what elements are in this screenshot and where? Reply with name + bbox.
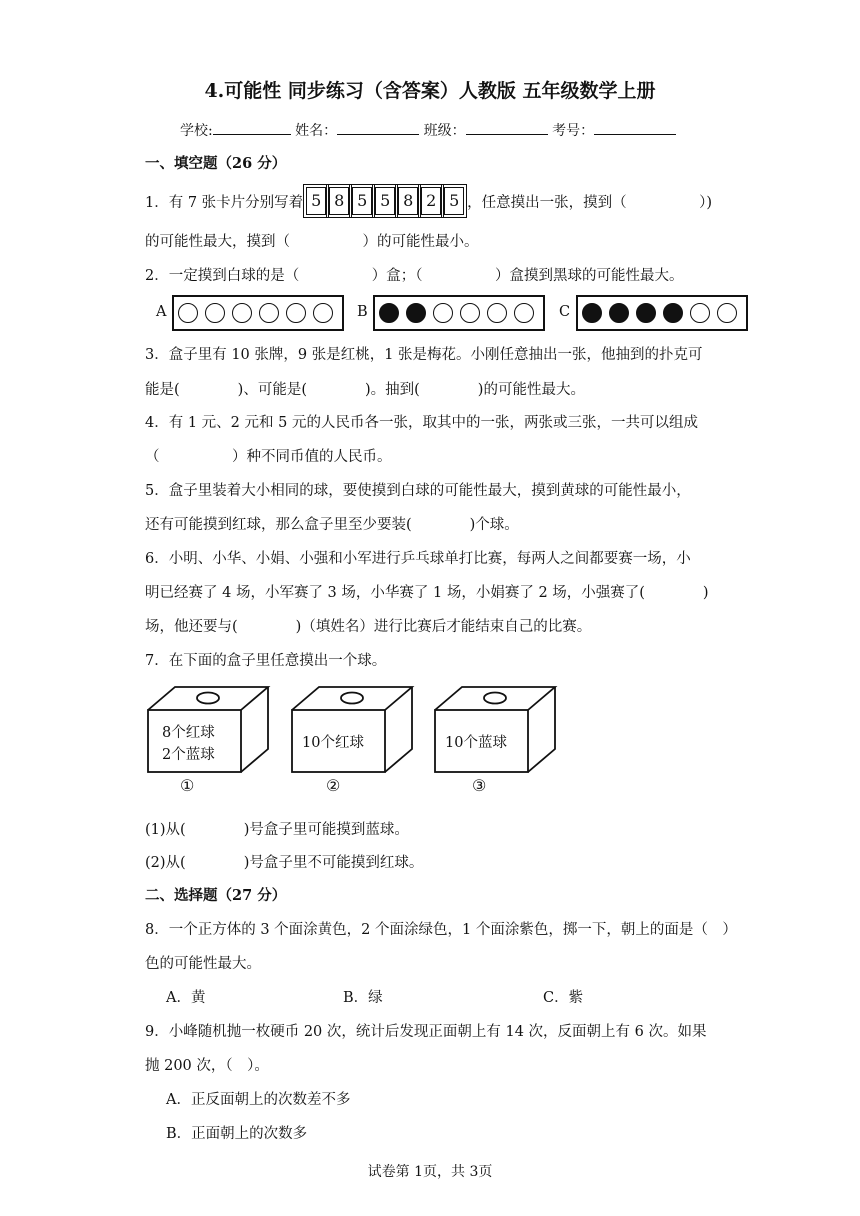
white-ball	[205, 303, 225, 323]
question-4-line2: （ ）种不同币值的人民币。	[145, 449, 392, 465]
question-3-line2: 能是( )、可能是( )。抽到( )的可能性最大。	[145, 382, 585, 398]
exam-no-label: 考号：	[552, 123, 595, 139]
question-9-line2: 抛 200 次，（ ）。	[145, 1058, 269, 1074]
card: 5	[375, 187, 395, 215]
question-8-line1: 8．一个正方体的 3 个面涂黄色，2 个面涂绿色，1 个面涂紫色，掷一下，朝上的面是（ ）	[145, 922, 737, 938]
q8-option-c[interactable]: C．紫	[543, 990, 584, 1006]
white-ball	[514, 303, 534, 323]
question-9-line1: 9．小峰随机抛一枚硬币 20 次，统计后发现正面朝上有 14 次，反面朝上有 6 次。如果	[145, 1024, 707, 1040]
card: 8	[398, 187, 418, 215]
box-2-label: 10个红球	[302, 735, 364, 751]
box-3-number: ③	[472, 776, 487, 795]
q9-option-b[interactable]: B．正面朝上的次数多	[166, 1126, 308, 1142]
white-ball	[232, 303, 252, 323]
black-ball	[636, 303, 656, 323]
question-1-line1	[145, 187, 712, 215]
ball-box-b	[373, 295, 545, 331]
box-b-label: B	[357, 304, 368, 320]
question-6-line3: 场，他还要与( )（填姓名）进行比赛后才能结束自己的比赛。	[145, 619, 592, 635]
card: 5	[352, 187, 372, 215]
question-8-line2: 色的可能性最大。	[145, 956, 261, 972]
question-7: 7．在下面的盒子里任意摸出一个球。	[145, 653, 387, 669]
white-ball	[313, 303, 333, 323]
card: 5	[444, 187, 464, 215]
page-title: 4.可能性 同步练习（含答案）人教版 五年级数学上册	[204, 80, 656, 102]
question-2: 2．一定摸到白球的是（ ）盒；（ ）盒摸到黑球的可能性最大。	[145, 268, 684, 284]
box-1-line1: 8个红球	[162, 725, 215, 741]
question-5-line2: 还有可能摸到红球，那么盒子里至少要装( )个球。	[145, 517, 519, 533]
question-7-sub2: (2)从( )号盒子里不可能摸到红球。	[145, 855, 424, 871]
black-ball	[379, 303, 399, 323]
q9-option-a[interactable]: A．正反面朝上的次数差不多	[166, 1092, 351, 1108]
name-label: 姓名：	[295, 123, 338, 139]
white-ball	[178, 303, 198, 323]
q8-option-a[interactable]: A．黄	[166, 990, 206, 1006]
question-7-sub1: (1)从( )号盒子里可能摸到蓝球。	[145, 822, 409, 838]
card: 8	[329, 187, 349, 215]
page-footer: 试卷第 1页，共 3页	[367, 1164, 493, 1180]
question-5-line1: 5．盒子里装着大小相同的球，要使摸到白球的可能性最大，摸到黄球的可能性最小，	[145, 483, 691, 499]
question-4-line1: 4．有 1 元、2 元和 5 元的人民币各一张，取其中的一张，两张或三张，一共可以组成	[145, 415, 698, 431]
white-ball	[433, 303, 453, 323]
white-ball	[460, 303, 480, 323]
q1-prefix: 1．有 7 张卡片分别写着	[145, 194, 304, 211]
black-ball	[663, 303, 683, 323]
white-ball	[259, 303, 279, 323]
question-3-line1: 3．盒子里有 10 张牌，9 张是红桃，1 张是梅花。小刚任意抽出一张，他抽到的扑克可	[145, 347, 703, 363]
cube-box-3	[435, 687, 555, 772]
q1-suffix: ，任意摸出一张，摸到（ ）)	[467, 194, 713, 211]
card: 5	[306, 187, 326, 215]
class-blank[interactable]	[466, 120, 548, 135]
box-2-number: ②	[326, 776, 341, 795]
section-fill-in: 一、填空题（26 分）	[145, 155, 287, 172]
ball-box-c	[576, 295, 748, 331]
name-blank[interactable]	[337, 120, 419, 135]
box-1-line2: 2个蓝球	[162, 747, 215, 763]
box-a-label: A	[156, 304, 167, 320]
black-ball	[582, 303, 602, 323]
school-blank[interactable]	[213, 120, 291, 135]
box-c-label: C	[559, 304, 571, 320]
question-1-line2: 的可能性最大，摸到（ ）的可能性最小。	[145, 234, 479, 250]
box-1-number: ①	[180, 776, 195, 795]
class-label: 班级：	[423, 123, 466, 139]
section-multiple-choice: 二、选择题（27 分）	[145, 887, 287, 904]
black-ball	[406, 303, 426, 323]
exam-no-blank[interactable]	[594, 120, 676, 135]
q8-option-b[interactable]: B．绿	[343, 990, 383, 1006]
white-ball	[487, 303, 507, 323]
white-ball	[717, 303, 737, 323]
white-ball	[690, 303, 710, 323]
question-6-line1: 6．小明、小华、小娟、小强和小军进行乒乓球单打比赛，每两人之间都要赛一场，小	[145, 551, 691, 567]
box-3-label: 10个蓝球	[445, 735, 507, 751]
card: 2	[421, 187, 441, 215]
school-label: 学校:	[180, 123, 213, 139]
student-info-row	[180, 120, 676, 140]
question-6-line2: 明已经赛了 4 场，小军赛了 3 场，小华赛了 1 场，小娟赛了 2 场，小强赛了( )	[145, 585, 709, 601]
cube-box-2	[292, 687, 412, 772]
white-ball	[286, 303, 306, 323]
ball-box-a	[172, 295, 344, 331]
q1-cards	[306, 187, 467, 215]
black-ball	[609, 303, 629, 323]
